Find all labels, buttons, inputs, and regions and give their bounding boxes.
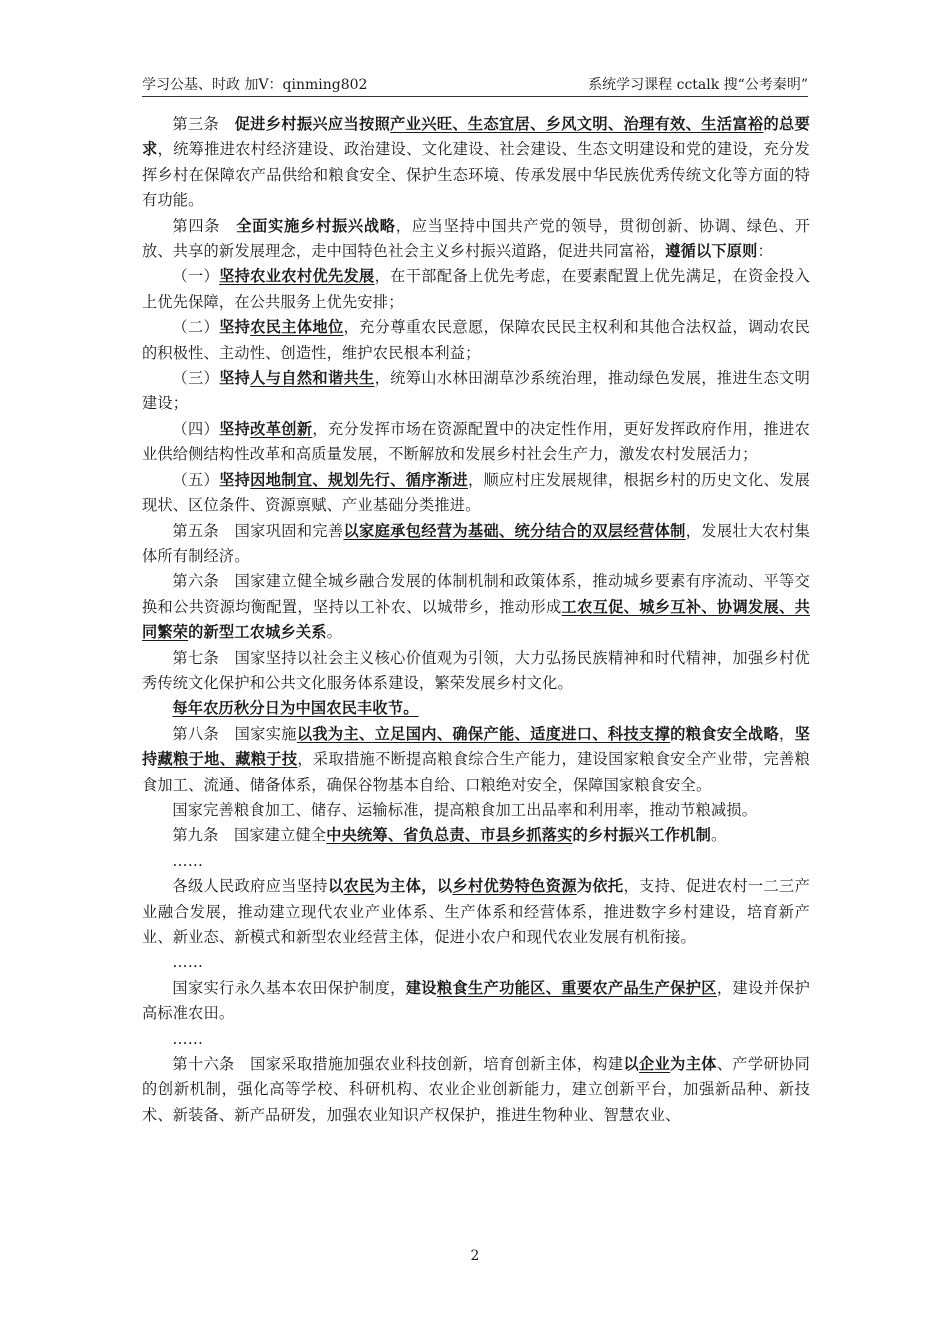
text-run: ，发展壮大农村集体所有制经济。 (142, 521, 810, 565)
emphasized-text: 中央统筹、省负总责、市县乡抓落实 (326, 826, 573, 845)
text-run: 、产学研协同的创新机制，强化高等学校、科研机构、农业企业创新能力，建立创新平台，加强新品种、新技术、新装备、新产品研发，加强农业知识产权保护，推进生物种业、智慧农业、 (142, 1055, 810, 1124)
emphasized-text: 以 (327, 877, 344, 896)
text-run: 。 (326, 623, 343, 642)
emphasized-text: 企业 (639, 1055, 671, 1074)
text-run: ，充分发挥市场在资源配置中的决定性作用，更好发挥政府作用，推进农业供给侧结构性改革和高质量发展，不断解放和发展乡村社会生产力，激发农村发展活力； (142, 419, 810, 464)
text-run: 第四条 (172, 216, 237, 235)
page-number: 2 (470, 1248, 480, 1264)
emphasized-text: 乡村优势特色资源 (452, 877, 577, 896)
text-run: ，统筹山水林田湖草沙系统治理，推动绿色发展，推进生态文明建设； (142, 369, 810, 413)
emphasized-text: 的乡村振兴工作机制 (572, 826, 711, 845)
text-run: （五） (172, 470, 220, 489)
principle-1-paragraph (142, 264, 810, 315)
emphasized-text: 促进乡村振兴应当按照 (234, 115, 391, 133)
grain-standards-paragraph (142, 798, 810, 823)
text-run: 各级人民政府应当坚持 (172, 877, 328, 896)
emphasized-text: 以我为主、立足国内、确保产能、适度进口、科技支撑 (296, 724, 671, 743)
text-run: …… (172, 953, 204, 972)
text-run: ： (757, 242, 773, 261)
emphasized-text: 建设 (405, 978, 437, 997)
emphasized-text: 为依托 (576, 877, 624, 896)
emphasized-text: 因地制宜、规划先行、循序渐进 (250, 470, 468, 489)
text-run: 第七条 国家坚持以社会主义核心价值观为引领，大力弘扬民族精神和时代精神，加强乡村优秀传统文化保护和公共文化服务体系建设，繁荣发展乡村文化。 (142, 648, 810, 692)
article-5-paragraph (142, 519, 810, 570)
text-run: 第六条 国家建立健全城乡融合发展的体制机制和政策体系，推动城乡要素有序流动、平等交换和公共资源均衡配置，坚持以工补农、以城带乡，推动形成 (142, 572, 810, 616)
farmland-protection-paragraph (142, 976, 810, 1027)
text-run: （四） (172, 419, 220, 438)
header-left-text: 学习公基、时政 加V：qinming802 (142, 77, 368, 93)
text-run: ，采取措施不断提高粮食综合生产能力，建设国家粮食安全产业带，完善粮食加工、流通、储备体系，确保谷物基本自给、口粮绝对安全，保障国家粮食安全。 (142, 750, 810, 794)
text-run: 国家实行永久基本农田保护制度， (172, 978, 406, 997)
ellipsis-1 (142, 849, 810, 874)
emphasized-text: 为主体 (670, 1055, 717, 1074)
text-run: ， (779, 724, 795, 743)
emphasized-text: 农民 (343, 877, 375, 896)
emphasized-text: 人与自然和谐共生 (250, 369, 375, 388)
emphasized-text: 坚持 (219, 369, 251, 388)
emphasized-text: 坚持 (219, 419, 251, 438)
emphasized-text: 坚持农业农村优先发展 (219, 267, 375, 286)
emphasized-text: 以 (623, 1055, 640, 1074)
emphasized-text: 的新型工农城乡关系 (188, 623, 327, 642)
text-run: ，在干部配备上优先考虑，在要素配置上优先满足，在资金投入上优先保障，在公共服务上优先安排； (142, 267, 810, 311)
text-run: 第九条 国家建立健全 (172, 826, 327, 845)
emphasized-text: 以家庭承包经营为基础、统分结合的双层经营体制 (343, 521, 686, 540)
principle-4-paragraph (142, 417, 810, 468)
principle-3-paragraph (142, 366, 810, 417)
text-run: 第三条 (172, 115, 235, 133)
emphasized-text: 的粮食安全战略 (670, 724, 780, 743)
text-run: 第八条 国家实施 (172, 724, 297, 743)
article-9-paragraph (142, 823, 810, 848)
article-4-paragraph (142, 214, 810, 265)
article-3-paragraph (142, 112, 810, 214)
harvest-festival-paragraph (142, 696, 810, 721)
text-run: （一） (172, 267, 220, 286)
text-run: …… (172, 1029, 204, 1048)
text-run: 第十六条 国家采取措施加强农业科技创新，培育创新主体，构建 (172, 1055, 624, 1074)
text-run: ，统筹推进农村经济建设、政治建设、文化建设、社会建设、生态文明建设和党的建设，充分发挥乡村在保障农产品供给和粮食安全、保护生态环境、传承发展中华民族优秀传统文化等方面的特有功能。 (142, 140, 810, 210)
text-run: 第五条 国家巩固和完善 (172, 521, 344, 540)
emphasized-text: 农民主体地位 (250, 318, 344, 337)
text-run: ，应当坚持中国共产党的领导，贯彻创新、协调、绿色、开放、共享的新发展理念，走中国特色社会主义乡村振兴道路，促进共同富裕， (142, 216, 811, 261)
text-run: ，建设并保护高标准农田。 (142, 978, 811, 1023)
emphasized-text: 粮食生产功能区、重要农产品生产保护区 (436, 978, 717, 997)
emphasized-text: 每年农历秋分日为中国农民丰收节。 (172, 699, 419, 718)
emphasized-text: 改革创新 (250, 419, 313, 438)
ellipsis-3 (142, 1027, 810, 1052)
emphasized-text: 坚持 (219, 470, 251, 489)
text-run: ，支持、促进农村一二三产业融合发展，推动建立现代农业产业体系、生产体系和经营体系，推进数字乡村建设，培育新产业、新业态、新模式和新型农业经营主体，促进小农户和现代农业发展有机衔接。 (142, 877, 810, 946)
emphasized-text: 工农互促、城乡互补、协调发展、共同繁荣 (142, 597, 810, 642)
text-run: 。 (710, 826, 727, 845)
text-run: ，顺应村庄发展规律，根据乡村的历史文化、发展现状、区位条件、资源禀赋、产业基础分类推进。 (142, 470, 810, 515)
page-header (142, 66, 808, 97)
article-8-paragraph (142, 722, 810, 798)
text-run: 国家完善粮食加工、储存、运输标准，提高粮食加工出品率和利用率，推动节粮减损。 (172, 800, 758, 819)
article-16-paragraph (142, 1052, 810, 1128)
principle-5-paragraph (142, 468, 810, 519)
emphasized-text: 坚持 (219, 318, 251, 337)
emphasized-text: 的总要求 (142, 115, 810, 159)
principle-2-paragraph (142, 315, 810, 366)
emphasized-text: 坚持 (142, 724, 810, 769)
emphasized-text: 产业兴旺、生态宜居、乡风文明、治理有效、生活富裕 (390, 115, 764, 133)
text-run: （二） (172, 318, 220, 337)
text-run: （三） (172, 369, 220, 388)
emphasized-text: 为主体，以 (374, 877, 453, 896)
emphasized-text: 全面实施乡村振兴战略 (236, 216, 396, 235)
text-run: …… (172, 851, 204, 870)
article-6-paragraph (142, 569, 810, 645)
ellipsis-2 (142, 950, 810, 975)
article-7-paragraph (142, 646, 810, 697)
emphasized-text: 藏粮于地、藏粮于技 (157, 750, 298, 769)
text-run: ，充分尊重农民意愿，保障农民民主权利和其他合法权益，调动农民的积极性、主动性、创造性，维护农民根本利益； (142, 318, 811, 362)
emphasized-text: 遵循以下原则 (665, 242, 758, 261)
document-body (142, 112, 810, 1128)
local-government-paragraph (142, 874, 810, 950)
header-right-text: 系统学习课程 cctalk 搜“公考秦明” (588, 77, 808, 93)
